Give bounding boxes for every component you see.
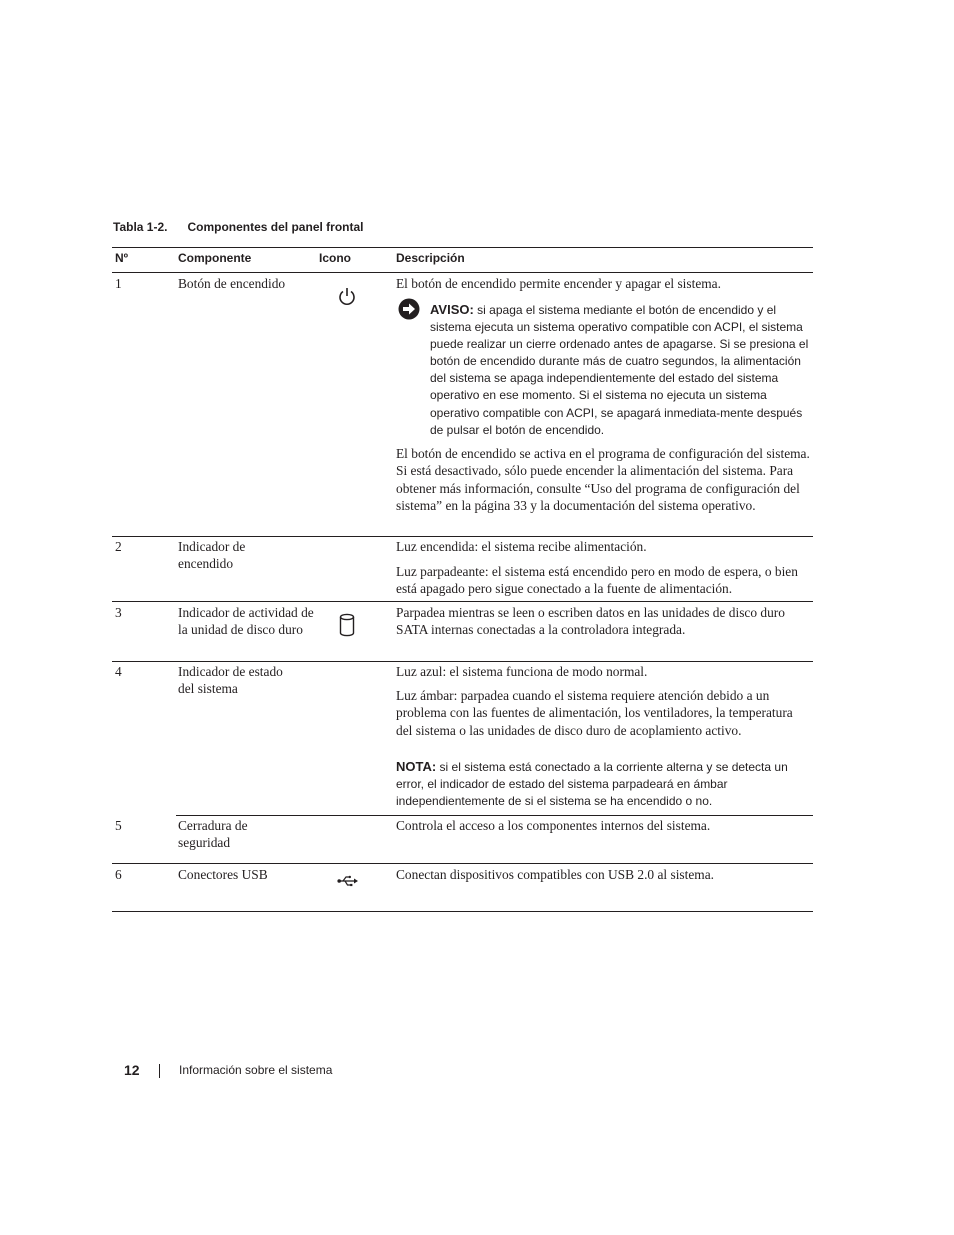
usb-icon <box>337 874 359 888</box>
hard-drive-icon <box>338 613 356 637</box>
row-component: Cerradura de seguridad <box>178 818 248 851</box>
footer-separator <box>159 1064 160 1078</box>
row-number: 2 <box>115 539 122 554</box>
row-rule <box>112 536 813 537</box>
row-rule <box>176 815 813 816</box>
row-component: Conectores USB <box>178 867 268 882</box>
table-caption-title: Componentes del panel frontal <box>187 220 364 234</box>
row-description: Luz encendida: el sistema recibe alimentación. <box>396 539 647 554</box>
row-description: Parpadea mientras se leen o escriben datos en las unidades de disco duro SATA internas conectadas a la controladora integrada. <box>396 605 785 638</box>
row-component: Indicador de actividad de la unidad de disco duro <box>178 605 314 638</box>
notice-text <box>430 301 812 439</box>
notice-body: si apaga el sistema mediante el botón de encendido y el sistema ejecuta un sistema operativo compatible con ACPI, el sistema puede realizar un cierre ordenado antes de apagarse. Si se presiona el botón de encendido durante más de cuatro segundos, la alimentación del sistema se apaga independientemente del estado del sistema operativo en ese momento. Si el sistema no ejecuta un sistema operativo compatible con ACPI, se apagará inmediata-mente después de pulsar el botón de encendido. <box>430 303 809 437</box>
row-number: 6 <box>115 867 122 882</box>
row-component: Indicador de estado del sistema <box>178 664 283 697</box>
note-body: si el sistema está conectado a la corriente alterna y se detecta un error, el indicador de estado del sistema parpadeará en ámbar independientemente de si el sistema se ha encendido o no. <box>396 760 788 809</box>
note-label: NOTA: <box>396 759 437 774</box>
row-component: Indicador de encendido <box>178 539 246 572</box>
row-description-extra: El botón de encendido se activa en el programa de configuración del sistema. Si está desactivado, sólo puede encender la alimentación del sistema. Para obtener más información, consulte “Uso del programa de configuración del sistema” en la página 33 y la documentación del sistema operativo. <box>396 446 810 513</box>
row-rule <box>112 863 813 864</box>
row-number: 5 <box>115 818 122 833</box>
row-description: Conectan dispositivos compatibles con USB 2.0 al sistema. <box>396 867 714 882</box>
row-description: Luz azul: el sistema funciona de modo normal. <box>396 664 648 679</box>
row-number: 1 <box>115 276 122 291</box>
header-rule <box>112 272 813 273</box>
notice-icon <box>398 298 420 320</box>
row-description-extra: Luz parpadeante: el sistema está encendido pero en modo de espera, o bien está apagado pero sigue conectado a la fuente de alimentación. <box>396 564 798 597</box>
power-icon <box>337 286 357 308</box>
footer-section-title: Información sobre el sistema <box>179 1063 333 1077</box>
header-num: Nº <box>115 251 129 265</box>
header-description: Descripción <box>396 251 465 265</box>
table-top-rule <box>112 247 813 248</box>
row-number: 4 <box>115 664 122 679</box>
row-rule <box>112 661 813 662</box>
row-description-extra: Luz ámbar: parpadea cuando el sistema requiere atención debido a un problema con las fuentes de alimentación, los ventiladores, la temperatura del sistema o las unidades de disco duro de acoplamiento activo. <box>396 688 793 738</box>
table-bottom-rule <box>112 911 813 912</box>
page-number: 12 <box>124 1062 140 1078</box>
row-rule <box>112 601 813 602</box>
row-description: Controla el acceso a los componentes internos del sistema. <box>396 818 711 833</box>
notice-label: AVISO: <box>430 302 474 317</box>
note-text <box>396 758 812 810</box>
table-caption <box>113 220 363 234</box>
row-description: El botón de encendido permite encender y apagar el sistema. <box>396 276 721 291</box>
table-caption-label: Tabla 1-2. <box>113 220 168 234</box>
row-number: 3 <box>115 605 122 620</box>
header-component: Componente <box>178 251 252 265</box>
header-icon: Icono <box>319 251 351 265</box>
row-component: Botón de encendido <box>178 276 286 291</box>
